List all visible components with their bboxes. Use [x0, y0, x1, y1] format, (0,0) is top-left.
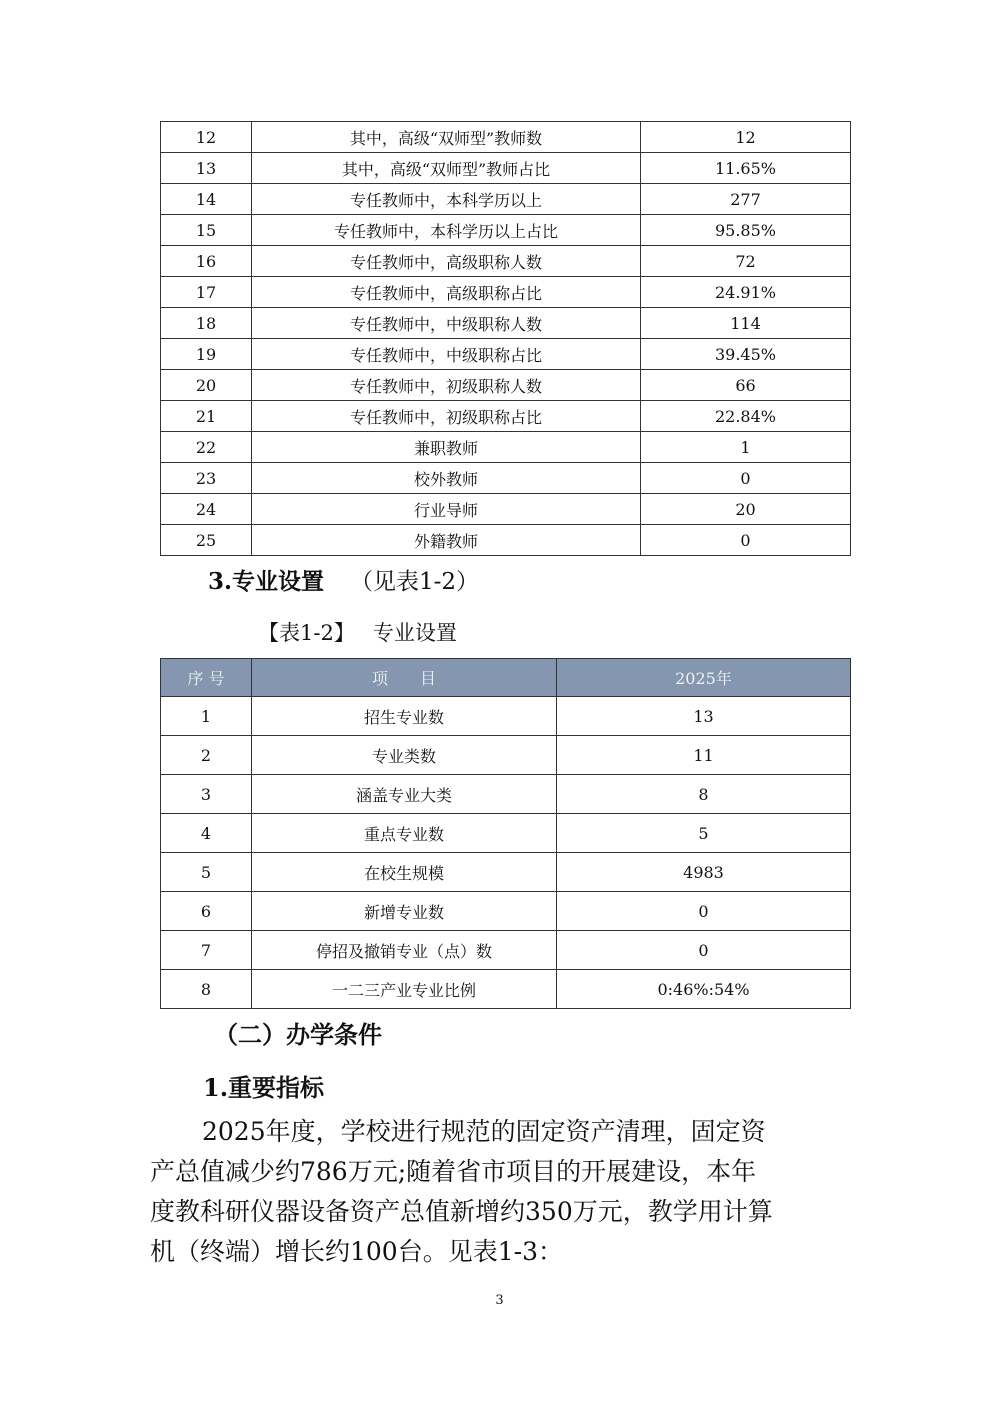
- table-row: [161, 308, 851, 339]
- teacher-stats-body: [161, 122, 851, 556]
- table-row: [161, 463, 851, 494]
- cell-value: 0: [641, 525, 851, 556]
- table-caption-number: 【表1-2】: [258, 621, 355, 645]
- cell-value: 0:46%:54%: [557, 970, 851, 1009]
- table-row: [161, 339, 851, 370]
- table-row: [161, 370, 851, 401]
- cell-item: 专任教师中，初级职称人数: [252, 370, 641, 401]
- section-title-indicators: 1.重要指标: [203, 1073, 325, 1102]
- table-row: [161, 525, 851, 556]
- cell-no: 16: [161, 246, 252, 277]
- body-paragraph: [150, 1112, 850, 1272]
- cell-value: 114: [641, 308, 851, 339]
- header-no: 序 号: [161, 659, 252, 697]
- cell-item: 专任教师中，本科学历以上: [252, 184, 641, 215]
- header-item: 项 目: [252, 659, 557, 697]
- table-row: [161, 432, 851, 463]
- cell-value: 24.91%: [641, 277, 851, 308]
- cell-item: 涵盖专业大类: [252, 775, 557, 814]
- header-value: 2025年: [557, 659, 851, 697]
- cell-value: 12: [641, 122, 851, 153]
- cell-value: 0: [557, 892, 851, 931]
- cell-value: 22.84%: [641, 401, 851, 432]
- cell-item: 新增专业数: [252, 892, 557, 931]
- cell-no: 1: [161, 697, 252, 736]
- table-row: [161, 184, 851, 215]
- cell-item: 专任教师中，中级职称人数: [252, 308, 641, 339]
- table-row: [161, 697, 851, 736]
- major-setup-body: [161, 697, 851, 1009]
- section-title-text: 3.专业设置: [208, 568, 325, 595]
- section-title-major-setup: [208, 563, 479, 596]
- cell-value: 5: [557, 814, 851, 853]
- cell-value: 72: [641, 246, 851, 277]
- cell-item: 专任教师中，本科学历以上占比: [252, 215, 641, 246]
- cell-no: 17: [161, 277, 252, 308]
- cell-no: 24: [161, 494, 252, 525]
- cell-value: 66: [641, 370, 851, 401]
- table-row: [161, 853, 851, 892]
- cell-no: 3: [161, 775, 252, 814]
- cell-item: 重点专业数: [252, 814, 557, 853]
- cell-item: 行业导师: [252, 494, 641, 525]
- cell-item: 专业类数: [252, 736, 557, 775]
- cell-item: 专任教师中，高级职称人数: [252, 246, 641, 277]
- cell-value: 4983: [557, 853, 851, 892]
- paragraph-line: 机（终端）增长约100台。见表1-3：: [150, 1237, 563, 1266]
- cell-no: 2: [161, 736, 252, 775]
- table-row: [161, 401, 851, 432]
- cell-value: 8: [557, 775, 851, 814]
- cell-item: 专任教师中，初级职称占比: [252, 401, 641, 432]
- table-row: [161, 494, 851, 525]
- cell-no: 12: [161, 122, 252, 153]
- cell-item: 其中，高级“双师型”教师数: [252, 122, 641, 153]
- page-number: 3: [495, 1293, 504, 1308]
- paragraph-line: 2025年度，学校进行规范的固定资产清理，固定资: [202, 1117, 766, 1146]
- cell-value: 1: [641, 432, 851, 463]
- cell-no: 23: [161, 463, 252, 494]
- cell-value: 95.85%: [641, 215, 851, 246]
- cell-value: 0: [557, 931, 851, 970]
- table-header-row: [161, 659, 851, 697]
- cell-no: 13: [161, 153, 252, 184]
- cell-value: 20: [641, 494, 851, 525]
- table-caption-name: 专业设置: [372, 621, 457, 645]
- table-row: [161, 246, 851, 277]
- table-row: [161, 775, 851, 814]
- table-row: [161, 153, 851, 184]
- table-row: [161, 736, 851, 775]
- cell-no: 8: [161, 970, 252, 1009]
- major-setup-table: [160, 658, 851, 1009]
- cell-item: 招生专业数: [252, 697, 557, 736]
- cell-item: 一二三产业专业比例: [252, 970, 557, 1009]
- cell-value: 39.45%: [641, 339, 851, 370]
- section-table-reference: （见表1-2）: [350, 569, 480, 595]
- cell-item: 专任教师中，高级职称占比: [252, 277, 641, 308]
- cell-value: 11: [557, 736, 851, 775]
- paragraph-line: 产总值减少约786万元;随着省市项目的开展建设，本年: [150, 1157, 757, 1186]
- cell-no: 25: [161, 525, 252, 556]
- cell-no: 21: [161, 401, 252, 432]
- table-caption: [258, 617, 457, 647]
- cell-item: 其中，高级“双师型”教师占比: [252, 153, 641, 184]
- section-title-conditions: （二）办学条件: [214, 1020, 382, 1049]
- table-row: [161, 970, 851, 1009]
- cell-item: 停招及撤销专业（点）数: [252, 931, 557, 970]
- cell-value: 277: [641, 184, 851, 215]
- cell-no: 15: [161, 215, 252, 246]
- cell-value: 13: [557, 697, 851, 736]
- cell-no: 7: [161, 931, 252, 970]
- cell-no: 22: [161, 432, 252, 463]
- cell-item: 外籍教师: [252, 525, 641, 556]
- table-row: [161, 122, 851, 153]
- table-row: [161, 931, 851, 970]
- cell-no: 19: [161, 339, 252, 370]
- cell-no: 5: [161, 853, 252, 892]
- cell-value: 0: [641, 463, 851, 494]
- paragraph-line: 度教科研仪器设备资产总值新增约350万元，教学用计算: [150, 1197, 773, 1226]
- table-row: [161, 277, 851, 308]
- table-row: [161, 215, 851, 246]
- table-row: [161, 892, 851, 931]
- cell-no: 14: [161, 184, 252, 215]
- cell-no: 6: [161, 892, 252, 931]
- cell-item: 专任教师中，中级职称占比: [252, 339, 641, 370]
- cell-value: 11.65%: [641, 153, 851, 184]
- cell-no: 20: [161, 370, 252, 401]
- cell-no: 4: [161, 814, 252, 853]
- teacher-stats-table: [160, 121, 851, 556]
- cell-item: 在校生规模: [252, 853, 557, 892]
- cell-item: 兼职教师: [252, 432, 641, 463]
- table-row: [161, 814, 851, 853]
- cell-no: 18: [161, 308, 252, 339]
- cell-item: 校外教师: [252, 463, 641, 494]
